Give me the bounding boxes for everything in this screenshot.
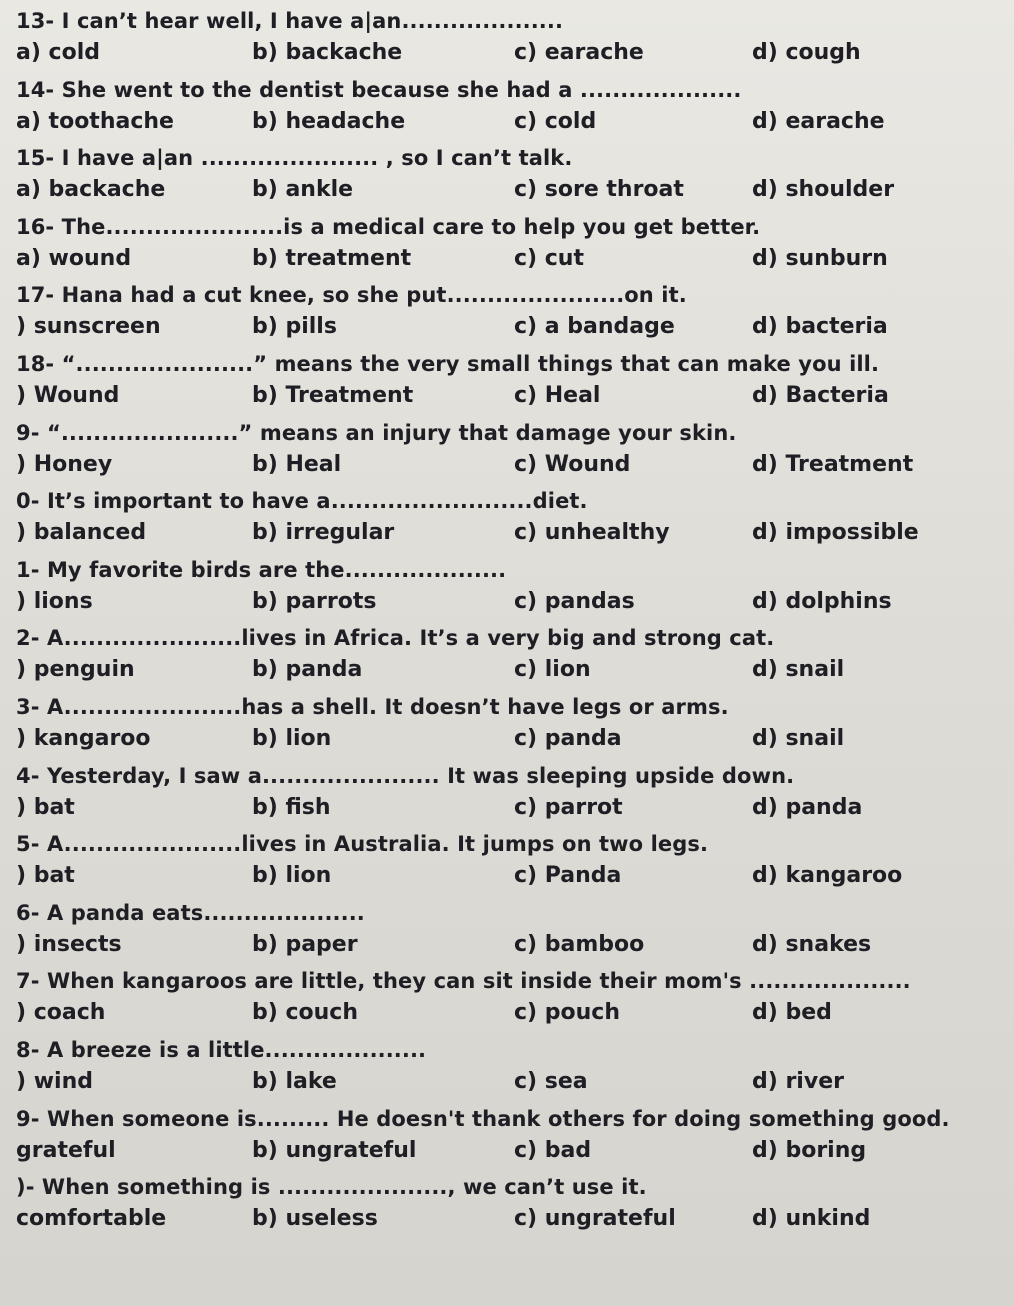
question-text: 1- My favorite birds are the.................... bbox=[16, 557, 507, 582]
option-a: ) Wound bbox=[16, 382, 120, 408]
question-text: 18- “......................” means the very small things that can make you ill. bbox=[16, 351, 880, 376]
option-b: b) couch bbox=[252, 1000, 358, 1026]
option-c: c) panda bbox=[514, 725, 622, 751]
option-a: ) coach bbox=[16, 1000, 106, 1026]
option-a: ) bat bbox=[16, 794, 75, 820]
option-d: d) unkind bbox=[752, 1206, 871, 1232]
option-d: d) Bacteria bbox=[752, 382, 889, 408]
answer-options bbox=[16, 1134, 1014, 1172]
question-19 bbox=[16, 418, 1014, 487]
option-d: d) bed bbox=[752, 1000, 832, 1026]
answer-options bbox=[16, 379, 1014, 417]
question-20 bbox=[16, 486, 1014, 555]
option-d: d) dolphins bbox=[752, 588, 892, 614]
option-c: c) Heal bbox=[514, 382, 601, 408]
option-a: ) lions bbox=[16, 588, 93, 614]
option-a: ) bat bbox=[16, 863, 75, 889]
answer-options bbox=[16, 585, 1014, 623]
question-21 bbox=[16, 555, 1014, 624]
option-c: c) sore throat bbox=[514, 177, 684, 203]
question-text: 13- I can’t hear well, I have a|an.................... bbox=[16, 9, 564, 33]
answer-options bbox=[16, 996, 1014, 1034]
option-c: c) unhealthy bbox=[514, 520, 670, 546]
option-a: ) penguin bbox=[16, 657, 135, 683]
option-a: ) insects bbox=[16, 931, 122, 957]
option-d: d) boring bbox=[752, 1137, 867, 1163]
question-text: 4- Yesterday, I saw a...................... It was sleeping upside down. bbox=[16, 763, 795, 788]
option-d: d) shoulder bbox=[752, 177, 895, 203]
question-text: 17- Hana had a cut knee, so she put......................on it. bbox=[16, 283, 687, 308]
option-d: d) sunburn bbox=[752, 245, 888, 271]
option-d: d) panda bbox=[752, 794, 863, 820]
question-text: 14- She went to the dentist because she had a .................... bbox=[16, 77, 742, 102]
answer-options bbox=[16, 928, 1014, 966]
option-b: b) panda bbox=[252, 657, 363, 683]
question-text: )- When something is ....................., we can’t use it. bbox=[16, 1175, 647, 1200]
option-b: b) treatment bbox=[252, 245, 412, 271]
answer-options bbox=[16, 1202, 1014, 1240]
question-16 bbox=[16, 212, 1014, 281]
option-d: d) cough bbox=[752, 40, 861, 65]
answer-options bbox=[16, 310, 1014, 348]
question-text: 9- “......................” means an injury that damage your skin. bbox=[16, 420, 737, 445]
option-a: a) wound bbox=[16, 245, 132, 271]
option-c: c) a bandage bbox=[514, 314, 675, 340]
question-text: 9- When someone is......... He doesn't thank others for doing something good. bbox=[16, 1106, 950, 1131]
option-d: d) Treatment bbox=[752, 451, 914, 477]
answer-options bbox=[16, 242, 1014, 280]
option-b: b) ankle bbox=[252, 177, 354, 203]
option-a: ) sunscreen bbox=[16, 314, 161, 340]
question-text: 6- A panda eats.................... bbox=[16, 900, 365, 925]
answer-options bbox=[16, 448, 1014, 486]
question-text: 16- The......................is a medical care to help you get better. bbox=[16, 214, 761, 239]
option-b: b) paper bbox=[252, 931, 358, 957]
question-18 bbox=[16, 349, 1014, 418]
option-a: ) kangaroo bbox=[16, 725, 151, 751]
option-b: b) parrots bbox=[252, 588, 377, 614]
question-text: 5- A......................lives in Australia. It jumps on two legs. bbox=[16, 832, 709, 857]
option-a: grateful bbox=[16, 1137, 116, 1163]
question-13 bbox=[16, 6, 1014, 75]
answer-options bbox=[16, 105, 1014, 143]
question-text: 15- I have a|an ...................... , so I can’t talk. bbox=[16, 146, 573, 171]
answer-options bbox=[16, 36, 1014, 74]
option-d: d) impossible bbox=[752, 520, 919, 546]
answer-options bbox=[16, 516, 1014, 554]
option-b: b) Treatment bbox=[252, 382, 414, 408]
option-c: c) ungrateful bbox=[514, 1206, 676, 1232]
option-a: ) balanced bbox=[16, 520, 147, 546]
option-a: ) Honey bbox=[16, 451, 113, 477]
answer-options bbox=[16, 173, 1014, 211]
question-29 bbox=[16, 1104, 1014, 1173]
answer-options bbox=[16, 722, 1014, 760]
option-a: a) cold bbox=[16, 40, 101, 65]
option-b: b) lion bbox=[252, 725, 332, 751]
option-b: b) lion bbox=[252, 863, 332, 889]
question-text: 0- It’s important to have a.........................diet. bbox=[16, 489, 588, 514]
option-c: c) sea bbox=[514, 1068, 588, 1094]
option-c: c) cold bbox=[514, 108, 597, 134]
option-b: b) fish bbox=[252, 794, 331, 820]
option-c: c) parrot bbox=[514, 794, 623, 820]
option-b: b) backache bbox=[252, 40, 403, 65]
question-22 bbox=[16, 623, 1014, 692]
option-d: d) bacteria bbox=[752, 314, 888, 340]
question-30 bbox=[16, 1172, 1014, 1241]
option-b: b) irregular bbox=[252, 520, 395, 546]
option-b: b) ungrateful bbox=[252, 1137, 417, 1163]
question-text: 2- A......................lives in Africa. It’s a very big and strong cat. bbox=[16, 626, 775, 651]
answer-options bbox=[16, 859, 1014, 897]
option-c: c) bad bbox=[514, 1137, 592, 1163]
question-25 bbox=[16, 829, 1014, 898]
option-d: d) snakes bbox=[752, 931, 872, 957]
option-b: b) headache bbox=[252, 108, 406, 134]
option-b: b) lake bbox=[252, 1068, 337, 1094]
option-b: b) pills bbox=[252, 314, 337, 340]
option-a: comfortable bbox=[16, 1206, 167, 1232]
option-a: a) toothache bbox=[16, 108, 174, 134]
question-27 bbox=[16, 966, 1014, 1035]
question-text: 8- A breeze is a little.................... bbox=[16, 1037, 427, 1062]
option-d: d) snail bbox=[752, 657, 845, 683]
option-c: c) earache bbox=[514, 40, 644, 65]
option-c: c) Wound bbox=[514, 451, 631, 477]
question-17 bbox=[16, 280, 1014, 349]
option-b: b) Heal bbox=[252, 451, 342, 477]
option-c: c) cut bbox=[514, 245, 584, 271]
option-c: c) bamboo bbox=[514, 931, 645, 957]
answer-options bbox=[16, 1065, 1014, 1103]
option-c: c) lion bbox=[514, 657, 591, 683]
option-b: b) useless bbox=[252, 1206, 378, 1232]
question-26 bbox=[16, 898, 1014, 967]
answer-options bbox=[16, 791, 1014, 829]
option-d: d) earache bbox=[752, 108, 885, 134]
question-23 bbox=[16, 692, 1014, 761]
question-text: 3- A......................has a shell. It doesn’t have legs or arms. bbox=[16, 694, 729, 719]
option-c: c) Panda bbox=[514, 863, 622, 889]
option-c: c) pandas bbox=[514, 588, 635, 614]
answer-options bbox=[16, 653, 1014, 691]
question-28 bbox=[16, 1035, 1014, 1104]
question-24 bbox=[16, 761, 1014, 830]
question-text: 7- When kangaroos are little, they can sit inside their mom's .................... bbox=[16, 969, 911, 994]
option-d: d) kangaroo bbox=[752, 863, 903, 889]
question-14 bbox=[16, 75, 1014, 144]
option-a: a) backache bbox=[16, 177, 166, 203]
option-a: ) wind bbox=[16, 1068, 93, 1094]
option-d: d) snail bbox=[752, 725, 845, 751]
option-c: c) pouch bbox=[514, 1000, 620, 1026]
option-d: d) river bbox=[752, 1068, 844, 1094]
question-15 bbox=[16, 143, 1014, 212]
